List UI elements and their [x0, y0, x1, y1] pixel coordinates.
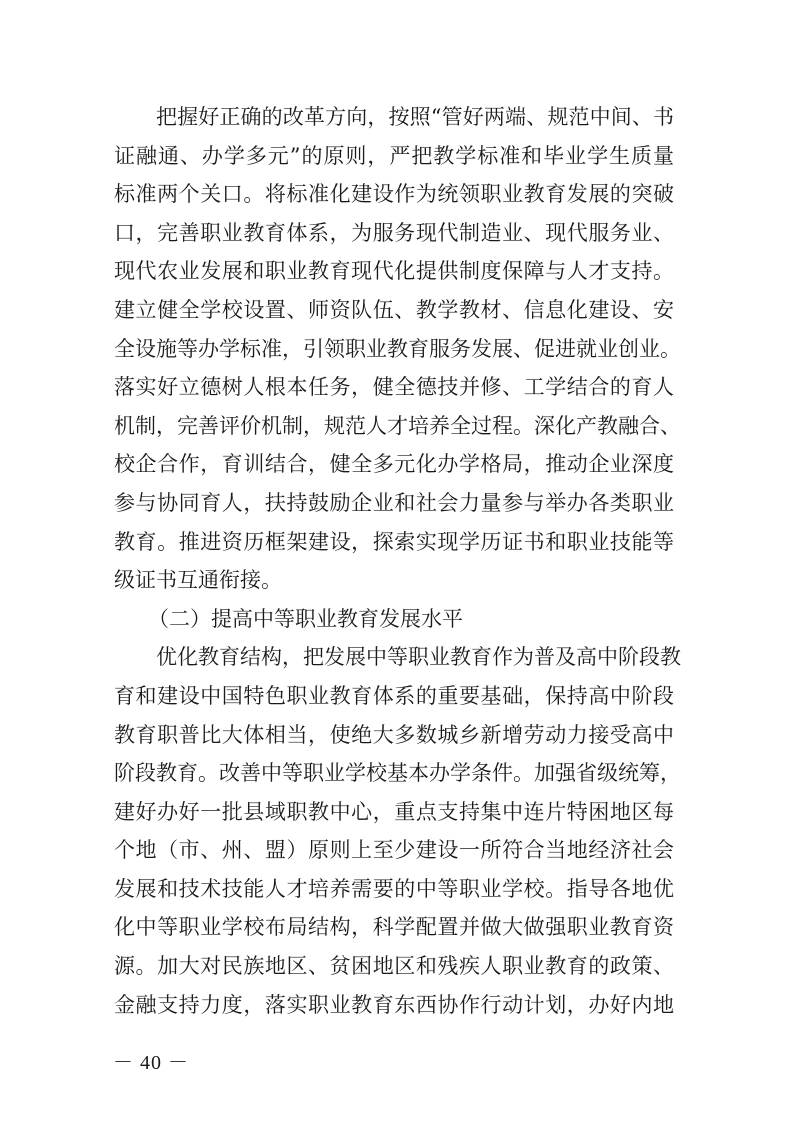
text-line: 证融通、办学多元”的原则，严把教学标准和毕业学生质量 — [114, 143, 674, 168]
text-line: 源。加大对民族地区、贫困地区和残疾人职业教育的政策、 — [114, 954, 674, 979]
paragraph — [114, 98, 681, 600]
text-line: 个地（市、州、盟）原则上至少建设一所符合当地经济社会 — [114, 838, 674, 863]
text-line: 标准两个关口。将标准化建设作为统领职业教育发展的突破 — [114, 182, 674, 207]
text-line: 把握好正确的改革方向，按照“管好两端、规范中间、书 — [156, 105, 674, 129]
text-line: 金融支持力度，落实职业教育东西协作行动计划，办好内地 — [114, 992, 674, 1017]
text-line: 育和建设中国特色职业教育体系的重要基础，保持高中阶段 — [114, 683, 674, 708]
text-line: 教育职普比大体相当，使绝大多数城乡新增劳动力接受高中 — [114, 722, 674, 747]
text-line: 建立健全学校设置、师资队伍、教学教材、信息化建设、安 — [114, 297, 674, 322]
text-line: 教育。推进资历框架建设，探索实现学历证书和职业技能等 — [114, 529, 674, 554]
text-line: 级证书互通衔接。 — [114, 568, 282, 593]
text-line: 优化教育结构，把发展中等职业教育作为普及高中阶段教 — [156, 645, 681, 670]
text-line: 现代农业发展和职业教育现代化提供制度保障与人才支持。 — [114, 259, 674, 284]
text-line: 发展和技术技能人才培养需要的中等职业学校。指导各地优 — [114, 876, 674, 901]
text-line: 全设施等办学标准，引领职业教育服务发展、促进就业创业。 — [114, 336, 681, 361]
text-line: 口，完善职业教育体系，为服务现代制造业、现代服务业、 — [114, 220, 674, 245]
text-line: 化中等职业学校布局结构，科学配置并做大做强职业教育资 — [114, 915, 674, 940]
section-heading: （二）提高中等职业教育发展水平 — [148, 606, 463, 631]
text-line: 参与协同育人，扶持鼓励企业和社会力量参与举办各类职业 — [114, 490, 674, 515]
paragraph — [114, 638, 681, 1024]
text-line: 落实好立德树人根本任务，健全德技并修、工学结合的育人 — [114, 375, 674, 400]
text-line: 机制，完善评价机制，规范人才培养全过程。深化产教融合、 — [114, 413, 681, 438]
text-line: 校企合作，育训结合，健全多元化办学格局，推动企业深度 — [114, 452, 674, 477]
body-text — [114, 98, 681, 1024]
page-number: － 40 － — [113, 1052, 189, 1074]
text-line: 阶段教育。改善中等职业学校基本办学条件。加强省级统筹， — [114, 761, 681, 786]
text-line: 建好办好一批县域职教中心，重点支持集中连片特困地区每 — [114, 799, 674, 824]
